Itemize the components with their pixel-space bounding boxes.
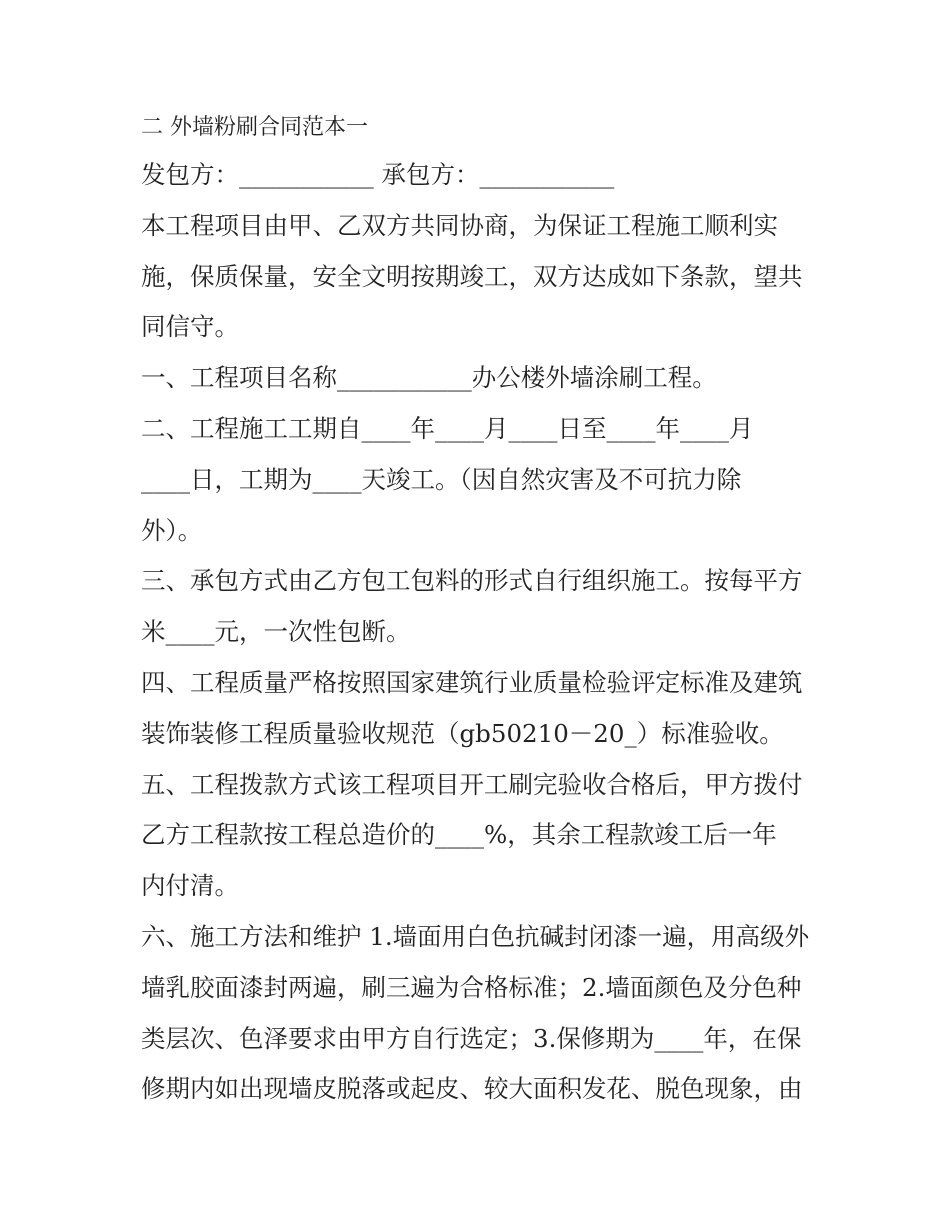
text-line: 四、工程质量严格按照国家建筑行业质量检验评定标准及建筑 — [141, 667, 803, 697]
text-line: 米____元，一次性包断。 — [141, 617, 411, 647]
text-line: 类层次、色泽要求由甲方自行选定；3.保修期为____年，在保 — [141, 1023, 802, 1053]
text-line: 乙方工程款按工程总造价的____%，其余工程款竣工后一年 — [141, 820, 777, 850]
text-line: 墙乳胶面漆封两遍，刷三遍为合格标准；2.墙面颜色及分色种 — [141, 972, 802, 1002]
text-line: 六、施工方法和维护 1.墙面用白色抗碱封闭漆一遍，用高级外 — [141, 921, 810, 951]
text-line: 装饰装修工程质量验收规范（gb50210－20_）标准验收。 — [141, 718, 784, 748]
text-line: 二、工程施工工期自____年____月____日至____年____月 — [141, 413, 754, 443]
text-line: 外）。 — [141, 515, 203, 545]
text-line: 本工程项目由甲、乙双方共同协商，为保证工程施工顺利实 — [141, 210, 778, 240]
text-line: 发包方：___________ 承包方：___________ — [141, 160, 615, 189]
text-line: 三、承包方式由乙方包工包料的形式自行组织施工。按每平方 — [141, 566, 803, 596]
document-body — [141, 108, 821, 1115]
text-line: 一、工程项目名称___________办公楼外墙涂刷工程。 — [141, 363, 717, 393]
text-line: ____日，工期为____天竣工。（因自然灾害及不可抗力除 — [141, 464, 742, 494]
document-title: 二 外墙粉刷合同范本一 — [141, 115, 368, 140]
text-line: 同信守。 — [141, 312, 239, 342]
text-line: 施，保质保量，安全文明按期竣工，双方达成如下条款，望共 — [141, 261, 803, 291]
text-line: 修期内如出现墙皮脱落或起皮、较大面积发花、脱色现象，由 — [141, 1074, 803, 1104]
text-line: 五、工程拨款方式该工程项目开工刷完验收合格后，甲方拨付 — [141, 769, 803, 799]
text-line: 内付清。 — [141, 871, 239, 901]
